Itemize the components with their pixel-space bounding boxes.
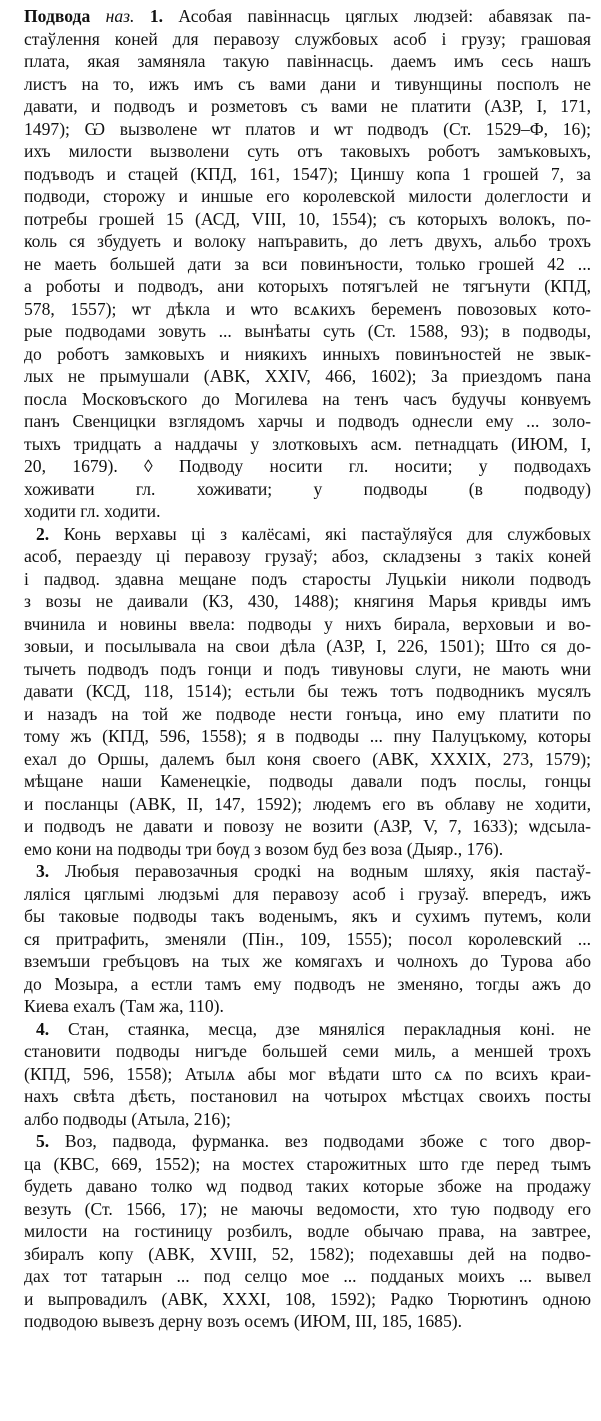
entry-line-text: милости на гостиницу розбилъ, водле обычаю права, на завтрее, [24, 1221, 591, 1241]
entry-line [24, 208, 591, 231]
entry-line [24, 703, 591, 726]
entry-line-text: бы таковые подводы такъ воденымъ, якъ и сухимъ путемъ, коли [24, 906, 591, 926]
entry-line [24, 838, 591, 861]
entry-line-text: (КПД, 596, 1558); Атылѧ абы мог вѣдати што сѧ по всихъ краи- [24, 1063, 591, 1084]
entry-line [24, 523, 591, 546]
entry-line-text: давати (КСД, 118, 1514); естьли бы тежъ тотъ подводникъ мусялъ [24, 681, 591, 701]
headword: Подвода [24, 6, 91, 26]
entry-line-text: ся притрафить, зменяли (Пін., 109, 1555); посол королевский ... [24, 928, 591, 949]
entry-line [24, 410, 591, 433]
entry-line [24, 928, 591, 951]
entry-line [24, 770, 591, 793]
entry-line-text: Киева ехалъ (Там жа, 110). [24, 996, 224, 1016]
sense-number: 2. [36, 523, 50, 544]
grammar-label: наз. [105, 6, 135, 26]
entry-line-text: Воз, падвода, фурманка. вез подводами збоже с того двор- [64, 1131, 591, 1151]
entry-line-text: везуть (Ст. 1566, 17); не маючы ведомости, хто тую подводу его [24, 1198, 591, 1219]
entry-line [24, 433, 591, 456]
entry-line-text: до Мозыра, а естли тамъ ему подводъ не зменяно, тогды ажъ до [24, 973, 591, 994]
entry-line [24, 613, 591, 636]
entry-line-text: тому жъ (КПД, 596, 1558); я в подводы ... пну Палуцъкому, которы [24, 726, 591, 746]
entry-line-text: до роботъ замковыхъ и ниякихъ инныхъ повинъностей не звык- [24, 343, 591, 364]
dictionary-entry [24, 5, 591, 1333]
entry-line [24, 995, 591, 1018]
entry-line-text: потребы грошей 15 (АСД, VIII, 10, 1554); съ которыхъ волокъ, по- [24, 208, 591, 229]
entry-line [24, 1130, 591, 1153]
entry-line-text: ходити гл. ходити. [24, 501, 161, 521]
entry-line [24, 860, 591, 883]
entry-line [24, 568, 591, 591]
entry-line-text: посла Московъского до Могилева на тенъ часъ будучы конвуемъ [24, 388, 591, 409]
entry-line-text: плата, якая замяняла такую павіннасць. даемъ имъ сесь нашъ [24, 51, 591, 71]
sense-number: 5. [36, 1131, 50, 1151]
entry-line [24, 1265, 591, 1288]
entry-line-text: Асобая павіннасць цяглых людзей: абавязак па- [178, 6, 591, 26]
entry-line-text: ихъ милости вызволени суть отъ таковыхъ роботъ замъковыхъ, [24, 141, 591, 161]
entry-line-text: подъводъ и стацей (КПД, 161, 1547); Циншу копа 1 грошей 7, за [24, 163, 591, 184]
entry-line-text: стаўлення коней для перавозу службовых асоб і грузу; грашовая [24, 28, 591, 49]
entry-line-text: емо кони на подводы три бѹд з возом буд без воза (Дыяр., 176). [24, 838, 504, 859]
entry-line [24, 658, 591, 681]
entry-line-text: албо подводы (Атыла, 216); [24, 1108, 231, 1129]
entry-line [24, 118, 591, 141]
entry-line-text: ляліся цяглымі людзьмі для перавозу асоб і грузаў. впередъ, ижъ [24, 883, 591, 904]
entry-line [24, 1310, 591, 1333]
entry-line-text: і падвод. здавна мещане подъ старосты Луцькіи николи подводъ [24, 568, 591, 589]
entry-line [24, 140, 591, 163]
entry-line [24, 275, 591, 298]
entry-line-text: дах тот татарын ... под селцо мое ... подданых моихъ ... вывел [24, 1266, 591, 1286]
entry-line [24, 1085, 591, 1108]
entry-line-text: панъ Свенцицки взглядомъ харчы и подводъ однесли ему ... золо- [24, 411, 591, 431]
entry-line-text: давати, и подводъ и розметовъ съ вами не платити (АЗР, I, 171, [24, 96, 591, 116]
entry-line [24, 793, 591, 816]
entry-line [24, 388, 591, 411]
entry-line [24, 253, 591, 276]
entry-line [24, 5, 591, 28]
entry-line-text: и назадъ на той же подводе нести гонъца, ино ему платити по [24, 703, 591, 724]
entry-line [24, 1018, 591, 1041]
entry-line-text: рые подводами зовуть ... вынѣаты суть (Ст. 1588, 93); в подводы, [24, 321, 591, 341]
entry-line [24, 1288, 591, 1311]
entry-line-text: 20, 1679). ◊ Подводу носити гл. носити; у подводахъ [24, 456, 591, 476]
entry-line-text: вземъши гребъцовъ на тых же комягахъ и чолнохъ до Турова або [24, 951, 591, 971]
entry-line [24, 163, 591, 186]
entry-line-text: лых не прымушали (АВК, XXIV, 466, 1602); За приездомъ пана [24, 366, 591, 386]
entry-line [24, 635, 591, 658]
entry-line [24, 365, 591, 388]
entry-line [24, 1153, 591, 1176]
entry-line [24, 230, 591, 253]
entry-line [24, 590, 591, 613]
entry-line [24, 748, 591, 771]
entry-line [24, 298, 591, 321]
entry-line [24, 545, 591, 568]
entry-line [24, 50, 591, 73]
entry-line-text: асоб, пераезду ці перавозу грузаў; абоз, складзены з такіх коней [24, 546, 591, 566]
sense-number: 1. [149, 6, 164, 26]
entry-line [24, 883, 591, 906]
entry-line-text: зовыи, и посылывала на свои дѣла (АЗР, I, 226, 1501); Што ся до- [24, 636, 591, 656]
sense-number: 3. [36, 861, 50, 881]
entry-line [24, 973, 591, 996]
entry-line [24, 815, 591, 838]
entry-line-text: не маеть большей дати за вси повинъности, только грошей 42 ... [24, 253, 591, 274]
entry-line [24, 500, 591, 523]
entry-line-text: з возы не даивали (КЗ, 430, 1488); княгиня Марья кривды имъ [24, 591, 591, 611]
entry-line [24, 95, 591, 118]
entry-line-text: и посланцы (АВК, II, 147, 1592); людемъ его въ облаву не ходити, [24, 793, 591, 814]
entry-line-text: нахъ свѣта дѣєть, постановил на чотырох мѣстцах своихъ посты [24, 1086, 591, 1106]
entry-line [24, 725, 591, 748]
entry-line [24, 455, 591, 478]
entry-line-text: хоживати гл. хоживати; у подводы (в подводу) [24, 478, 591, 499]
entry-line [24, 680, 591, 703]
entry-line-text: тычеть подводъ подъ гонци и подъ тивуновы слуги, не мають ѡни [24, 658, 591, 679]
entry-line [24, 320, 591, 343]
entry-line-text: збиралъ копу (АВК, XVIII, 52, 1582); подехавшы дей на подво- [24, 1243, 591, 1264]
entry-line-text: Конь верхавы ці з калёсамі, які пастаўляўся для службовых [63, 523, 591, 544]
entry-line-text: подводи, сторожу и иншые его королевской милости долеглости и [24, 186, 591, 206]
entry-line-text: становити подводы нигъде большей семи миль, а меншей трохъ [24, 1041, 591, 1061]
entry-line [24, 1108, 591, 1131]
entry-line-text: а роботы и подводъ, ани которыхъ потягълей не тягънути (КПД, [24, 276, 591, 296]
entry-line-text: ехал до Оршы, далемъ был коня своего (АВК, XXXIX, 273, 1579); [24, 748, 591, 769]
entry-line-text: мѣщане наши Каменецкіе, подводы давали подъ послы, гонцы [24, 771, 591, 791]
entry-line-text: будеть давано толко ѡд подвод таких которые збоже на продажу [24, 1176, 591, 1196]
entry-line-text: 1497); Ѡ вызволене ѡт платов и ѡт подводъ (Ст. 1529–Ф, 16); [24, 118, 591, 139]
entry-line-text: и подводъ не давати и повозу не возити (АЗР, V, 7, 1633); ѡдсыла- [24, 816, 591, 836]
entry-line-text: ца (КВС, 669, 1552); на мостех старожитных што где перед тымъ [24, 1153, 591, 1174]
entry-line-text: и выпровадилъ (АВК, XXXI, 108, 1592); Радко Тюрютинъ одною [24, 1288, 591, 1309]
entry-line-text: Стан, стаянка, месца, дзе мяняліся перакладныя коні. не [68, 1018, 591, 1039]
sense-number: 4. [36, 1018, 50, 1039]
entry-line [24, 73, 591, 96]
entry-line-text: листъ на то, ижъ имъ съ вами дани и тивунщины посполъ не [24, 73, 591, 94]
entry-line-text: Любыя перавозачныя сродкі на водным шляху, якія пастаў- [65, 861, 591, 881]
entry-line [24, 1220, 591, 1243]
entry-line-text: коль ся збудуеть и волоку напъравить, до летъ двухъ, альбо трохъ [24, 231, 591, 251]
entry-line [24, 478, 591, 501]
entry-line [24, 950, 591, 973]
entry-line [24, 1040, 591, 1063]
entry-line [24, 343, 591, 366]
entry-line-text: тыхъ тридцать а наддачы у злотковыхъ асм. петнадцать (ИЮМ, I, [24, 433, 591, 454]
entry-line-text: вчинила и новины ввела: подводы у нихъ бирала, верховыи и во- [24, 613, 591, 634]
entry-line [24, 1198, 591, 1221]
entry-line [24, 1063, 591, 1086]
entry-line [24, 905, 591, 928]
entry-line [24, 1175, 591, 1198]
entry-line [24, 28, 591, 51]
entry-line-text: подводою вывезъ дерну возъ осемъ (ИЮМ, III, 185, 1685). [24, 1311, 463, 1331]
entry-line [24, 1243, 591, 1266]
entry-line-text: 578, 1557); ѡт дѣкла и ѡто всѧкихъ беременъ повозовых кото- [24, 298, 591, 319]
entry-line [24, 185, 591, 208]
